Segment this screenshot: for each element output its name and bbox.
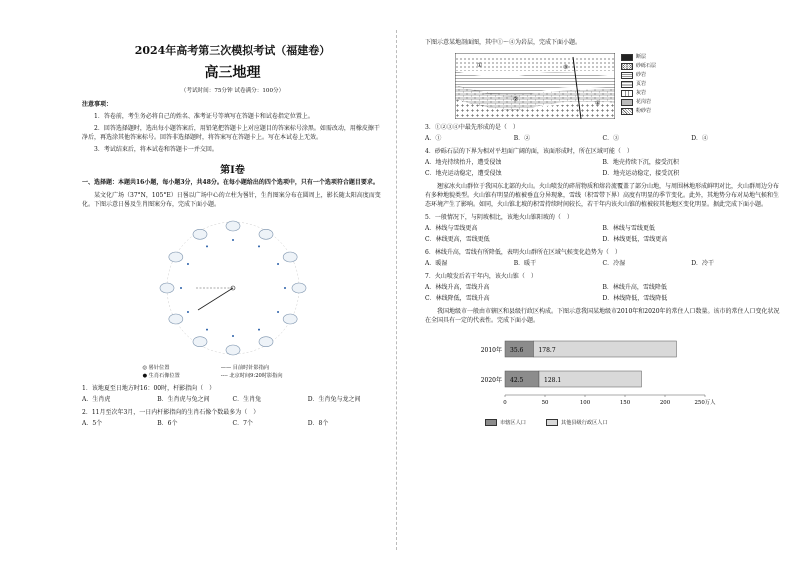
- zodiac-figure: [259, 337, 273, 347]
- notes-section: [82, 100, 383, 154]
- dial-legend: [143, 364, 323, 380]
- exam-title: 2024年高考第三次模拟考试（福建卷）: [134, 44, 331, 57]
- exam-meta: （考试时间：75分钟 试卷满分：100分）: [180, 88, 285, 94]
- statue-dot: [186, 263, 188, 265]
- statue-dot: [232, 239, 234, 241]
- geo-legend-item: 粉砂岩: [621, 107, 656, 116]
- note-item: 3．考试结束后，将本试卷和答题卡一并交回。: [94, 146, 218, 153]
- geo-legend-item: 砂岩: [621, 71, 656, 80]
- geology-section-svg: [455, 53, 615, 119]
- notes-heading: 注意事项：: [82, 101, 113, 108]
- data-label: 128.1: [544, 377, 562, 384]
- q5-option-d: D．林线更低，雪线更高: [602, 236, 668, 243]
- note-item: 1．答卷前，考生务必将自己的姓名、准考证号等填写在答题卡和试卷指定位置上。: [94, 113, 314, 120]
- geology-legend: [621, 53, 656, 116]
- q3-option-d: D．④: [691, 135, 709, 142]
- x-tick-label: 100: [579, 400, 591, 406]
- right-page: [397, 0, 794, 562]
- label-4: ④: [595, 100, 601, 107]
- q2-stem: 2．11月至次年3月，一日内杆影指向的生肖石像个数最多为（ ）: [82, 409, 260, 416]
- statue-dot: [258, 329, 260, 331]
- x-tick-label: 150: [619, 400, 631, 406]
- label-2: ②: [513, 96, 519, 103]
- q5-option-b: B．林线与雪线更低: [602, 225, 655, 232]
- q5-option-c: C．林线更高，雪线更低: [425, 236, 490, 243]
- zodiac-figure: [193, 337, 207, 347]
- sundial-svg: [148, 214, 318, 364]
- q5-options: [425, 224, 780, 244]
- q6-stem: 6．林线升高，雪线有所降低，表明火山群所在区域气候变化趋势为（ ）: [425, 249, 621, 256]
- x-tick-label: 0: [503, 400, 507, 406]
- volume-heading: 第Ⅰ卷: [220, 165, 245, 176]
- q3-stem: 3．①②③④中最先形成的是（ ）: [425, 124, 519, 131]
- q7-options: [425, 283, 780, 303]
- statue-dot: [232, 335, 234, 337]
- q7-option-a: A．林线升高，雪线升高: [425, 284, 490, 291]
- passage-3: 我国地级市一般由市辖区和县级行政区构成。下图示意我国某地级市2010年和2020年的常住人口数量。该市的常住人口变化状况在全国具有一定的代表性。完成下面小题。: [425, 308, 780, 324]
- zodiac-figure: [168, 314, 182, 324]
- label-3: ③: [563, 64, 569, 71]
- category-label: 2010年: [480, 347, 502, 354]
- q1-option-c: C．生肖兔: [232, 396, 262, 403]
- q4-option-c: C．地壳运动稳定，遭受侵蚀: [425, 170, 502, 177]
- zodiac-figure: [193, 229, 207, 239]
- legend-current-shadow: —— 目前时针影指向: [220, 365, 270, 371]
- statue-dot: [258, 245, 260, 247]
- q4-options: [425, 158, 780, 178]
- q6-option-d: D．冷干: [691, 260, 715, 267]
- geo-legend-item: 灰岩: [621, 89, 656, 98]
- x-tick-label: 50: [541, 400, 549, 406]
- zodiac-figure: [160, 283, 174, 293]
- q4-stem: 4．砂砾石层的下界为相对平坦面广阔的面，该面形成时，所在区域可能（ ）: [425, 148, 633, 155]
- zodiac-figure: [283, 314, 297, 324]
- note-item: 2．回答选择题时，选出每小题答案后，用铅笔把答题卡上对应题目的答案标号涂黑。如需改动，用橡皮擦干净后，再选涂其他答案标号。回答非选择题时，将答案写在答题卡上。写在本试卷上无效。: [82, 125, 380, 141]
- zodiac-figure: [226, 221, 240, 231]
- q2-option-b: B．6个: [157, 420, 178, 427]
- legend-statue: ● 生肖石像位置: [142, 373, 180, 379]
- zodiac-figure: [168, 252, 182, 262]
- q5-stem: 5．一般情况下，与阴坡相比，该地火山锥阳坡的（ ）: [425, 214, 573, 221]
- category-label: 2020年: [480, 377, 502, 384]
- zodiac-figure: [259, 229, 273, 239]
- subject-title: 高三地理: [204, 65, 261, 81]
- zodiac-figure: [283, 252, 297, 262]
- legend-920-shadow: ---- 北京时间9:20时影指向: [220, 373, 283, 379]
- geo-legend-item: 页岩: [621, 80, 656, 89]
- data-label: 178.7: [538, 347, 556, 354]
- legend-urban: 市辖区人口: [485, 419, 526, 426]
- geology-figure: [455, 53, 780, 119]
- q7-option-b: B．林线升高，雪线降低: [602, 284, 667, 291]
- sundial-diagram: [148, 214, 318, 364]
- population-chart-svg: [471, 331, 721, 413]
- q6-option-a: A．暖湿: [425, 260, 448, 267]
- statue-dot: [206, 329, 208, 331]
- statue-dot: [277, 311, 279, 313]
- q1-option-b: B．生肖虎与兔之间: [157, 396, 210, 403]
- zodiac-figure: [292, 283, 306, 293]
- q7-option-c: C．林线降低，雪线升高: [425, 295, 490, 302]
- q7-stem: 7．火山喷发后若干年内，该火山锥（ ）: [425, 273, 537, 280]
- legend-county: 其他县级行政区人口: [546, 419, 608, 426]
- statue-dot: [186, 311, 188, 313]
- q2-option-d: D．8个: [307, 420, 329, 427]
- statue-dot: [277, 263, 279, 265]
- population-legend: [485, 419, 780, 426]
- q4-option-d: D．地壳运动稳定，接受沉积: [602, 170, 680, 177]
- q4-option-b: B．地壳持续下沉，接受沉积: [602, 159, 679, 166]
- q7-option-d: D．林线降低，雪线降低: [602, 295, 668, 302]
- label-1: ①: [477, 62, 483, 69]
- q3-option-c: C．③: [602, 135, 620, 142]
- right-intro: 下图示意某地剖面图，其中①～④为岩层，完成下面小题。: [425, 39, 582, 46]
- q5-option-a: A．林线与雪线更高: [425, 225, 478, 232]
- q4-option-a: A．地壳持续抬升，遭受侵蚀: [425, 159, 502, 166]
- q1-option-d: D．生肖兔与龙之间: [307, 396, 361, 403]
- x-tick-label: 200: [659, 400, 671, 406]
- q3-options: [425, 134, 780, 143]
- q2-option-c: C．7个: [232, 420, 253, 427]
- q1-options: [82, 395, 383, 404]
- legend-gnomon: ◎ 晷针位置: [142, 365, 170, 371]
- geo-legend-item: 花岗岩: [621, 98, 656, 107]
- q1-stem: 1．该地夏至日地方时16：00时，杆影指向（ ）: [82, 385, 216, 392]
- zodiac-figure: [226, 345, 240, 355]
- x-tick-label: 250万人: [694, 400, 716, 406]
- statue-dot: [180, 287, 182, 289]
- statue-dot: [284, 287, 286, 289]
- data-label: 42.5: [510, 377, 524, 384]
- q6-option-c: C．冷湿: [602, 260, 626, 267]
- q1-option-a: A．生肖虎: [82, 396, 111, 403]
- q3-option-a: A．①: [425, 135, 442, 142]
- q3-option-b: B．②: [513, 135, 531, 142]
- geo-legend-item: 砂砾石层: [621, 62, 656, 71]
- data-label: 35.6: [510, 347, 524, 354]
- q6-option-b: B．暖干: [513, 260, 537, 267]
- passage-2: 翘家冰火山群位于我国东北部的火山。火山喷发的碎屑物质和熔岩流覆盖了部分山地，与周围林地形成鲜明对比，火山群周边分布有多种地貌类型。火山锥有明显的植被垂直分异现象，雪线（积雪带下界）高度有明显的季节变化。此外，其地势分布对局地气候和生态环境产生了影响。如同，火山锥北坡的积雪持续时间较长，若干年内该火山锥的植被较其他地区变化明显。据此完成下面小题。: [425, 183, 780, 208]
- q6-options: [425, 259, 780, 268]
- passage-1: 某文化广场（37°N，105°E）日晷以广场中心的立柱为晷针，生肖图案分布在圆周上，影长随太阳高度而变化。下图示意日晷及生肖图案分布，完成下面小题。: [82, 192, 381, 208]
- population-chart: [471, 331, 780, 417]
- section-intro: 一、选择题：本题共16小题，每小题3分，共48分。在每小题给出的四个选项中，只有一个选项符合题目要求。: [82, 179, 379, 186]
- geo-legend-item: 断层: [621, 53, 656, 62]
- current-shadow-line: [198, 288, 233, 310]
- q2-options: [82, 419, 383, 428]
- statue-dot: [206, 245, 208, 247]
- q2-option-a: A．5个: [82, 420, 103, 427]
